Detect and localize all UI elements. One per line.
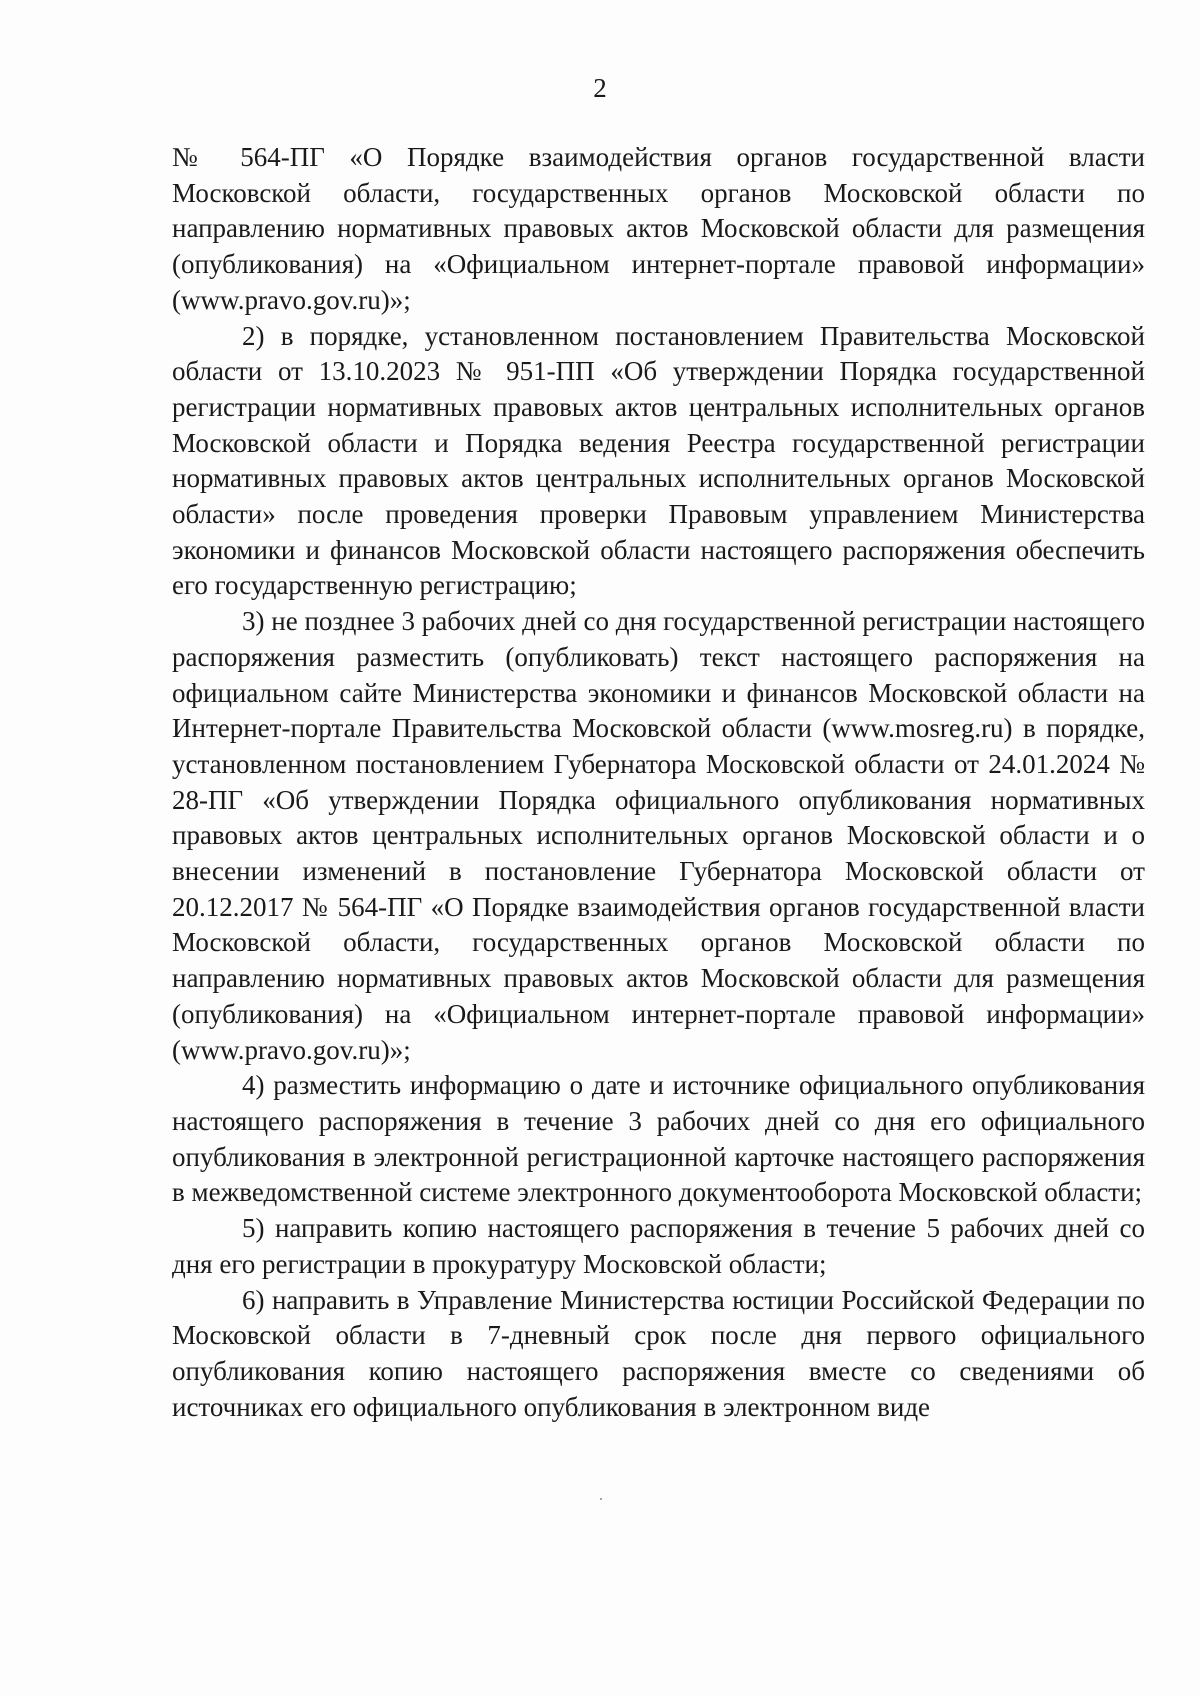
document-body	[172, 140, 1145, 1425]
paragraph-item-3: 3) не позднее 3 рабочих дней со дня государственной регистрации настоящего распоряжения разместить (опубликовать) текст настоящего распоряжения на официальном сайте Министерства экономики и финансов Московской области на Интернет-портале Правительства Московской области (www.mosreg.ru) в порядке, установленном постановлением Губернатора Московской области от 24.01.2024 № 28-ПГ «Об утверждении Порядка официального опубликования нормативных правовых актов центральных исполнительных органов Московской области и о внесении изменений в постановление Губернатора Московской области от 20.12.2017 № 564-ПГ «О Порядке взаимодействия органов государственной власти Московской области, государственных органов Московской области по направлению нормативных правовых актов Московской области для размещения (опубликования) на «Официальном интернет-портале правовой информации» (www.pravo.gov.ru)»;	[172, 606, 1145, 1065]
paragraph-item-4: 4) разместить информацию о дате и источнике официального опубликования настоящего распоряжения в течение 3 рабочих дней со дня его официального опубликования в электронной регистрационной карточке настоящего распоряжения в межведомственной системе электронного документооборота Московской области;	[172, 1070, 1145, 1208]
page-number: 2	[593, 73, 607, 103]
paragraph-item-5: 5) направить копию настоящего распоряжения в течение 5 рабочих дней со дня его регистрации в прокуратуру Московской области;	[172, 1213, 1145, 1279]
paragraph-item-2: 2) в порядке, установленном постановлением Правительства Московской области от 13.10.2023 № 951-ПП «Об утверждении Порядка государственной регистрации нормативных правовых актов центральных исполнительных органов Московской области и Порядка ведения Реестра государственной регистрации нормативных правовых актов центральных исполнительных органов Московской области» после проведения проверки Правовым управлением Министерства экономики и финансов Московской области настоящего распоряжения обеспечить его государственную регистрацию;	[172, 320, 1145, 601]
scan-speck	[600, 1498, 602, 1500]
paragraph-continuation: № 564-ПГ «О Порядке взаимодействия органов государственной власти Московской области, государственных органов Московской области по направлению нормативных правовых актов Московской области для размещения (опубликования) на «Официальном интернет-портале правовой информации» (www.pravo.gov.ru)»;	[172, 142, 1145, 315]
paragraph-item-6: 6) направить в Управление Министерства юстиции Российской Федерации по Московской области в 7-дневный срок после дня первого официального опубликования копию настоящего распоряжения вместе со сведениями об источниках его официального опубликования в электронном виде	[172, 1284, 1145, 1422]
